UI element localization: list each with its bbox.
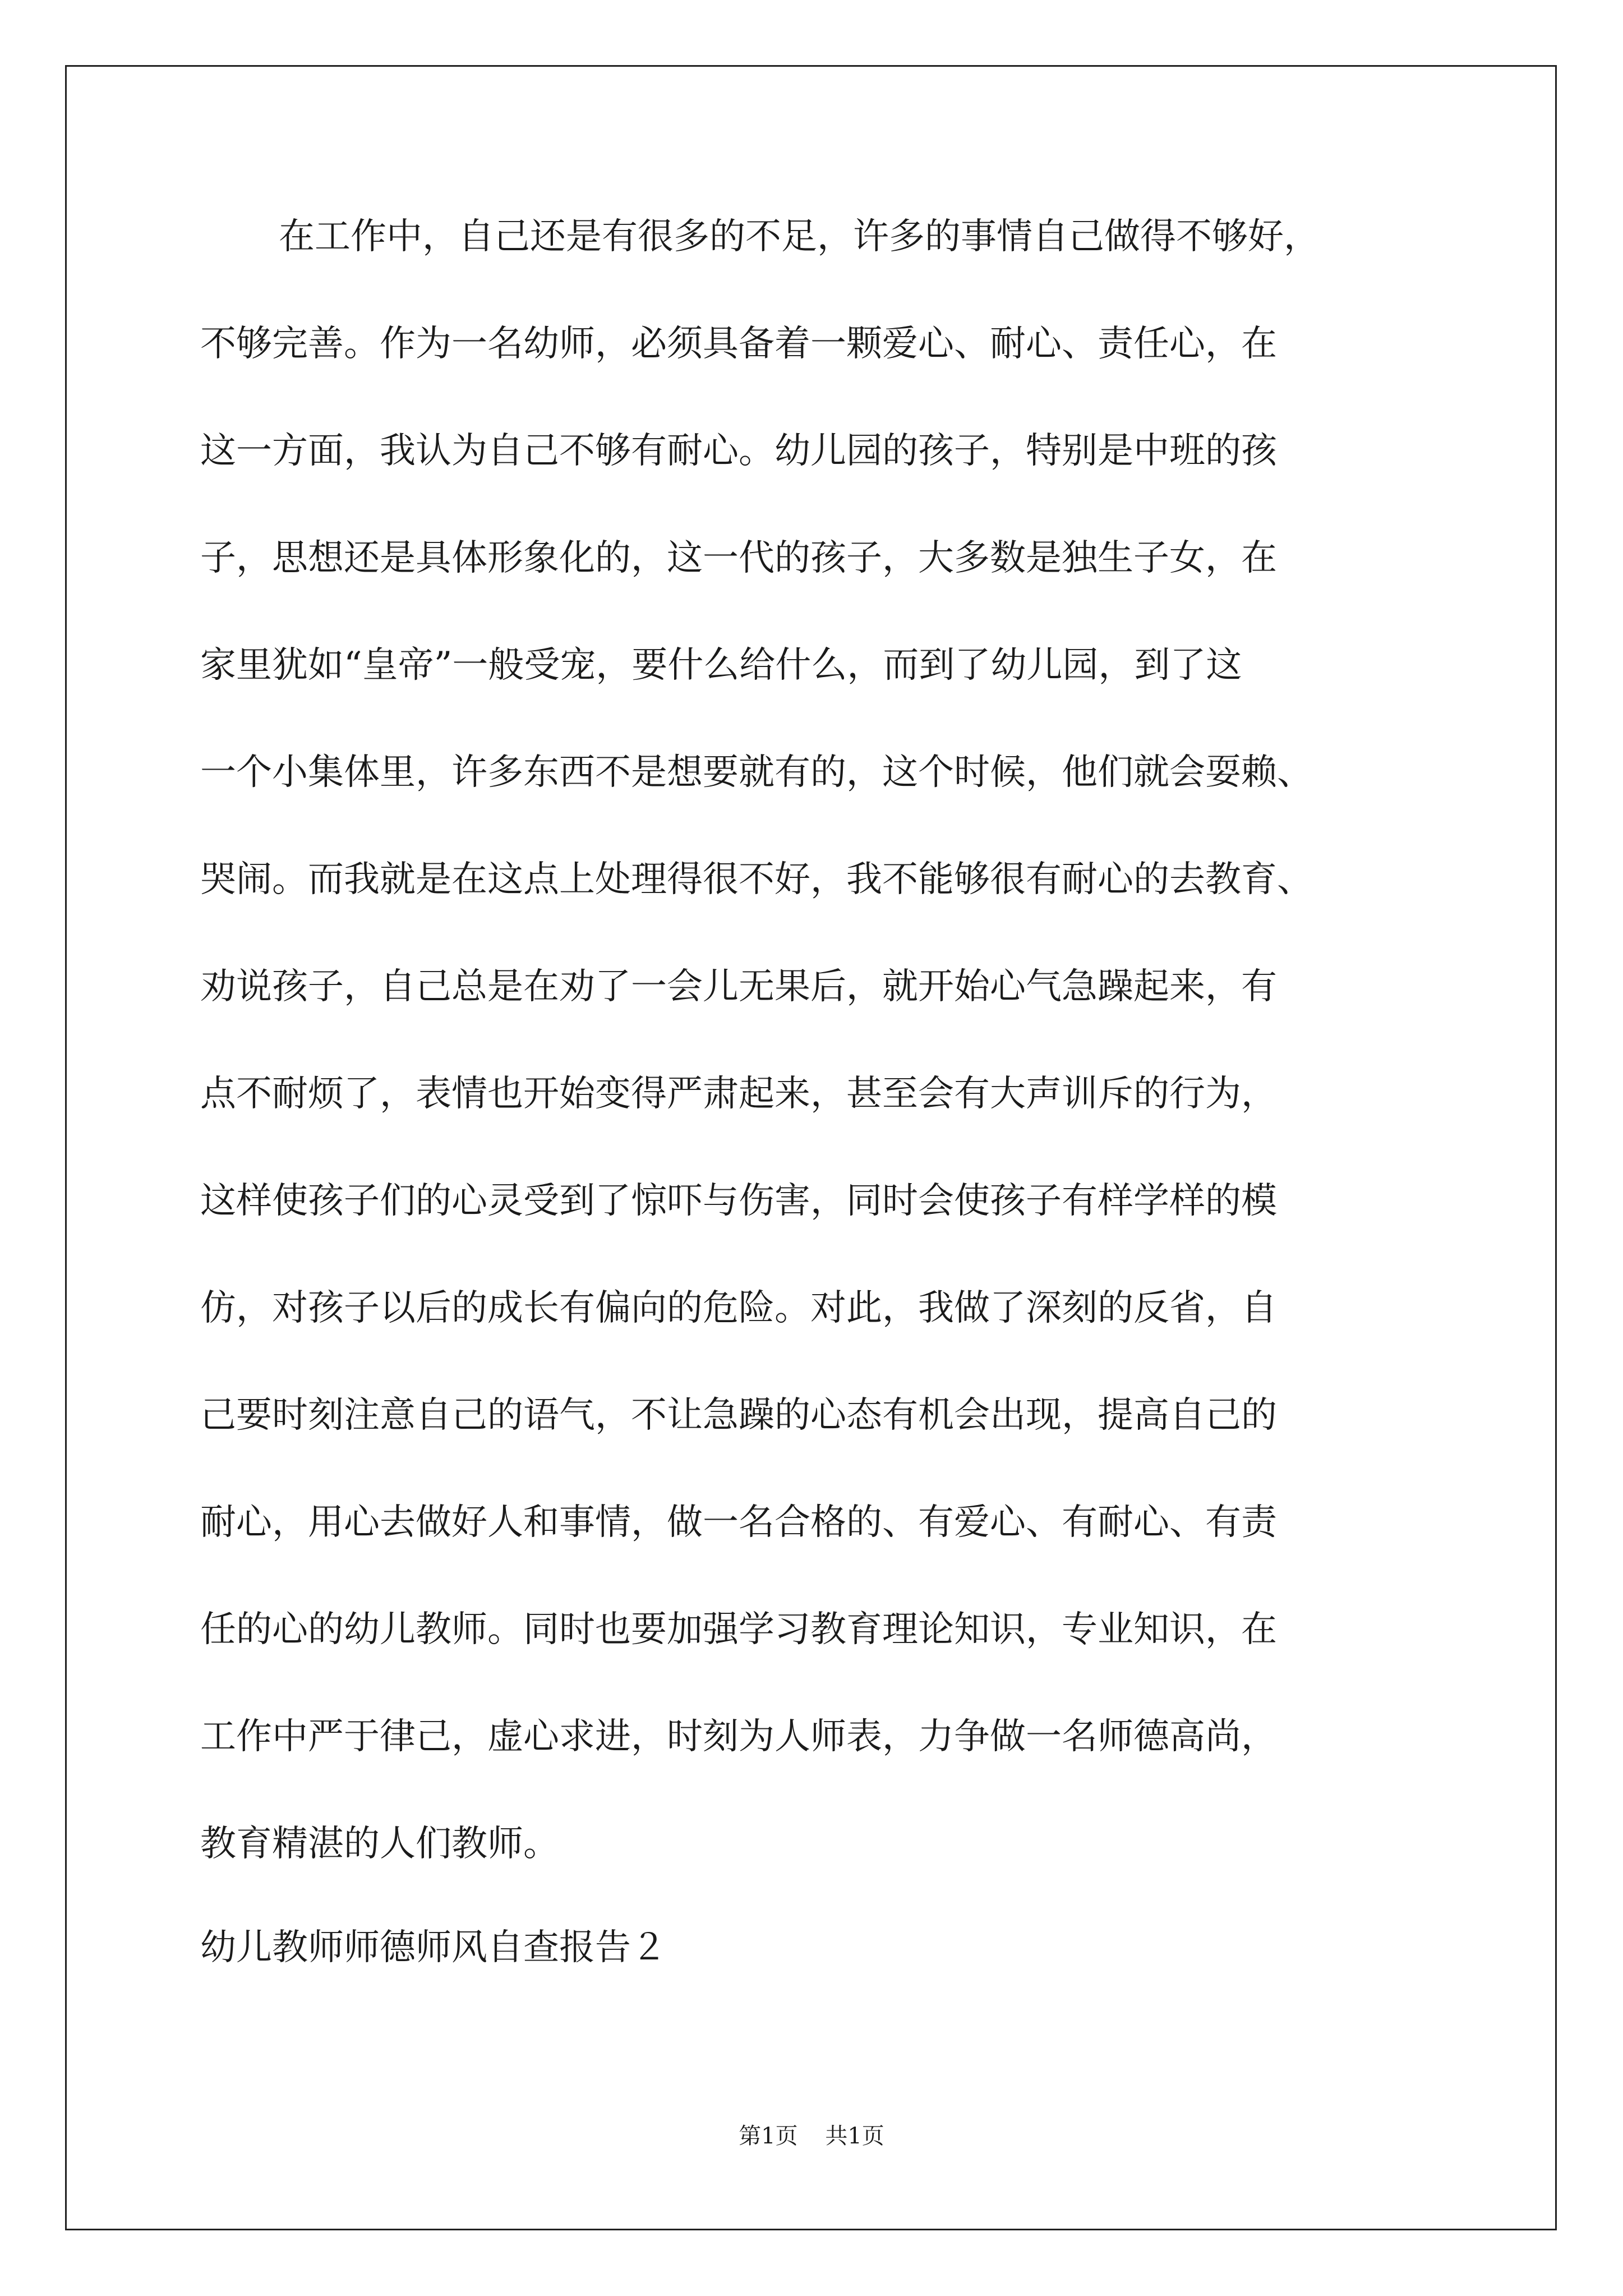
body-paragraph [200, 210, 1479, 1924]
section-heading: 幼儿教师师德师风自查报告２ [200, 1927, 667, 1968]
paragraph-line: 这一方面，我认为自己不够有耐心。幼儿园的孩子，特别是中班的孩 [200, 430, 1277, 472]
paragraph-line: 工作中严于律己，虚心求进，时刻为人师表，力争做一名师德高尚， [200, 1716, 1277, 1757]
page-footer [0, 2119, 1623, 2153]
paragraph-line: 一个小集体里，许多东西不是想要就有的，这个时候，他们就会耍赖、 [200, 752, 1313, 793]
paragraph-line: 家里犹如“皇帝”一般受宠，要什么给什么，而到了幼儿园，到了这 [200, 645, 1242, 686]
paragraph-line: 劝说孩子，自己总是在劝了一会儿无果后，就开始心气急躁起来，有 [200, 966, 1277, 1007]
page-number: 第1页 [739, 2123, 798, 2149]
paragraph-line: 在工作中，自己还是有很多的不足，许多的事情自己做得不够好， [279, 216, 1320, 257]
paragraph-line: 点不耐烦了，表情也开始变得严肃起来，甚至会有大声训斥的行为， [200, 1073, 1277, 1115]
paragraph-line: 这样使孩子们的心灵受到了惊吓与伤害，同时会使孩子有样学样的模 [200, 1180, 1277, 1222]
paragraph-line: 耐心，用心去做好人和事情，做一名合格的、有爱心、有耐心、有责 [200, 1502, 1277, 1543]
paragraph-line: 仿，对孩子以后的成长有偏向的危险。对此，我做了深刻的反省，自 [200, 1287, 1277, 1329]
page-total: 共1页 [825, 2123, 884, 2149]
paragraph-line: 任的心的幼儿教师。同时也要加强学习教育理论知识，专业知识，在 [200, 1609, 1277, 1650]
paragraph-line: 教育精湛的人们教师。 [200, 1823, 559, 1865]
paragraph-line: 子，思想还是具体形象化的，这一代的孩子，大多数是独生子女，在 [200, 537, 1277, 579]
paragraph-line: 己要时刻注意自己的语气，不让急躁的心态有机会出现，提高自己的 [200, 1395, 1277, 1436]
paragraph-line: 不够完善。作为一名幼师，必须具备着一颗爱心、耐心、责任心，在 [200, 323, 1277, 365]
paragraph-line: 哭闹。而我就是在这点上处理得很不好，我不能够很有耐心的去教育、 [200, 859, 1313, 900]
